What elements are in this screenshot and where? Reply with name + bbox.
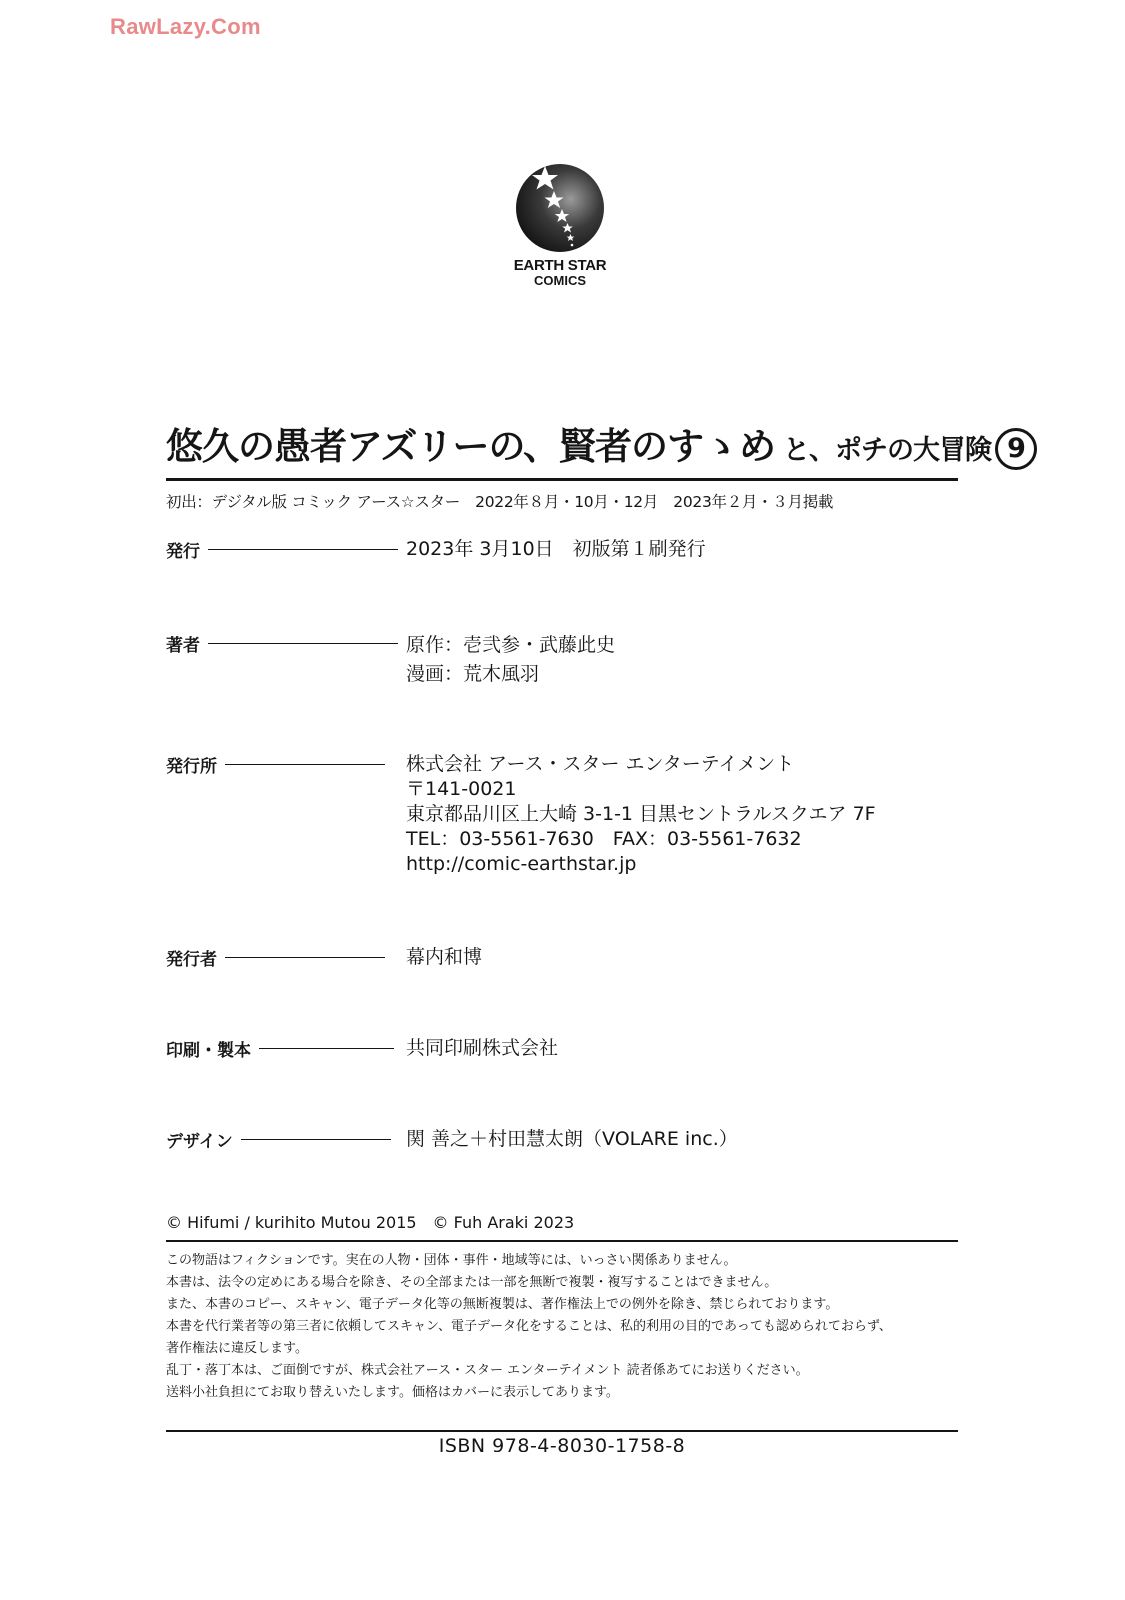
publisher-url: http://comic-earthstar.jp — [406, 853, 637, 875]
isbn-rule — [166, 1430, 958, 1432]
entry-printing — [166, 1036, 394, 1060]
title-underline — [166, 478, 958, 481]
leader-line — [259, 1048, 394, 1049]
entry-label: デザイン — [166, 1131, 233, 1152]
design-value: 関 善之＋村田慧太朗（VOLARE inc.） — [406, 1128, 738, 1150]
entry-publish-date — [166, 537, 398, 561]
entry-publisher — [166, 752, 385, 776]
issuer-value: 幕内和博 — [406, 946, 483, 968]
publisher-address: 東京都品川区上大崎 3-1-1 目黒セントラルスクエア 7F — [406, 803, 876, 825]
notice-line: また、本書のコピー、スキャン、電子データ化等の無断複製は、著作権法上での例外を除き、禁じられております。 — [166, 1297, 839, 1312]
notice-line: 乱丁・落丁本は、ご面倒ですが、株式会社アース・スター エンターテイメント 読者係あてにお送りください。 — [166, 1363, 809, 1378]
isbn-clip — [166, 1437, 958, 1452]
book-title — [166, 425, 1025, 473]
leader-line — [241, 1139, 391, 1140]
legal-notices — [166, 1250, 892, 1404]
publisher-logo — [505, 162, 615, 288]
title-main: 悠久の愚者アズリーの、賢者のすゝめ — [166, 425, 776, 468]
notice-line: 送料小社負担にてお取り替えいたします。価格はカバーに表示してあります。 — [166, 1385, 619, 1400]
author-original: 原作：壱弐参・武藤此史 — [406, 634, 616, 656]
publisher-values — [406, 752, 876, 877]
publisher-postal-code: 〒141-0021 — [406, 778, 517, 800]
entry-issuer — [166, 945, 385, 969]
entry-label: 発行 — [166, 541, 200, 562]
copyright-rule — [166, 1240, 958, 1242]
leader-line — [208, 643, 398, 644]
title-subtitle: と、ポチの大冒険 — [783, 435, 992, 466]
entry-design — [166, 1127, 391, 1151]
entry-label: 印刷・製本 — [166, 1040, 251, 1061]
leader-line — [225, 957, 385, 958]
publish-date-value: 2023年 3月10日 初版第１刷発行 — [406, 538, 706, 560]
entry-label: 著者 — [166, 635, 200, 656]
watermark: RawLazy.Com — [110, 14, 261, 39]
isbn-number: ISBN 978-4-8030-1758-8 — [438, 1437, 686, 1452]
serialization-info: 初出：デジタル版 コミック アース☆スター 2022年８月・10月・12月 2023年２月・３月掲載 — [166, 493, 834, 511]
leader-line — [225, 764, 385, 765]
logo-line-2: COMICS — [534, 273, 586, 288]
entry-label: 発行所 — [166, 756, 217, 777]
printing-value: 共同印刷株式会社 — [406, 1037, 559, 1059]
notice-line: 本書は、法令の定めにある場合を除き、その全部または一部を無断で複製・複写することはできません。 — [166, 1275, 778, 1290]
volume-number-badge: 9 — [995, 428, 1037, 470]
author-art: 漫画：荒木風羽 — [406, 663, 540, 685]
entry-author — [166, 631, 398, 655]
leader-line — [208, 549, 398, 550]
notice-line: 著作権法に違反します。 — [166, 1341, 308, 1356]
publisher-tel-fax: TEL：03-5561-7630 FAX：03-5561-7632 — [406, 828, 802, 850]
publisher-company: 株式会社 アース・スター エンターテイメント — [406, 753, 795, 775]
notice-line: この物語はフィクションです。実在の人物・団体・事件・地域等には、いっさい関係ありません。 — [166, 1253, 737, 1268]
notice-line: 本書を代行業者等の第三者に依頼してスキャン、電子データ化をすることは、私的利用の目的であっても認められておらず、 — [166, 1319, 892, 1334]
copyright-line: © Hifumi / kurihito Mutou 2015 © Fuh Araki 2023 — [166, 1213, 575, 1232]
author-values — [406, 631, 615, 689]
entry-label: 発行者 — [166, 949, 217, 970]
logo-line-1: EARTH STAR — [513, 257, 607, 274]
earth-star-globe-icon — [512, 162, 608, 254]
